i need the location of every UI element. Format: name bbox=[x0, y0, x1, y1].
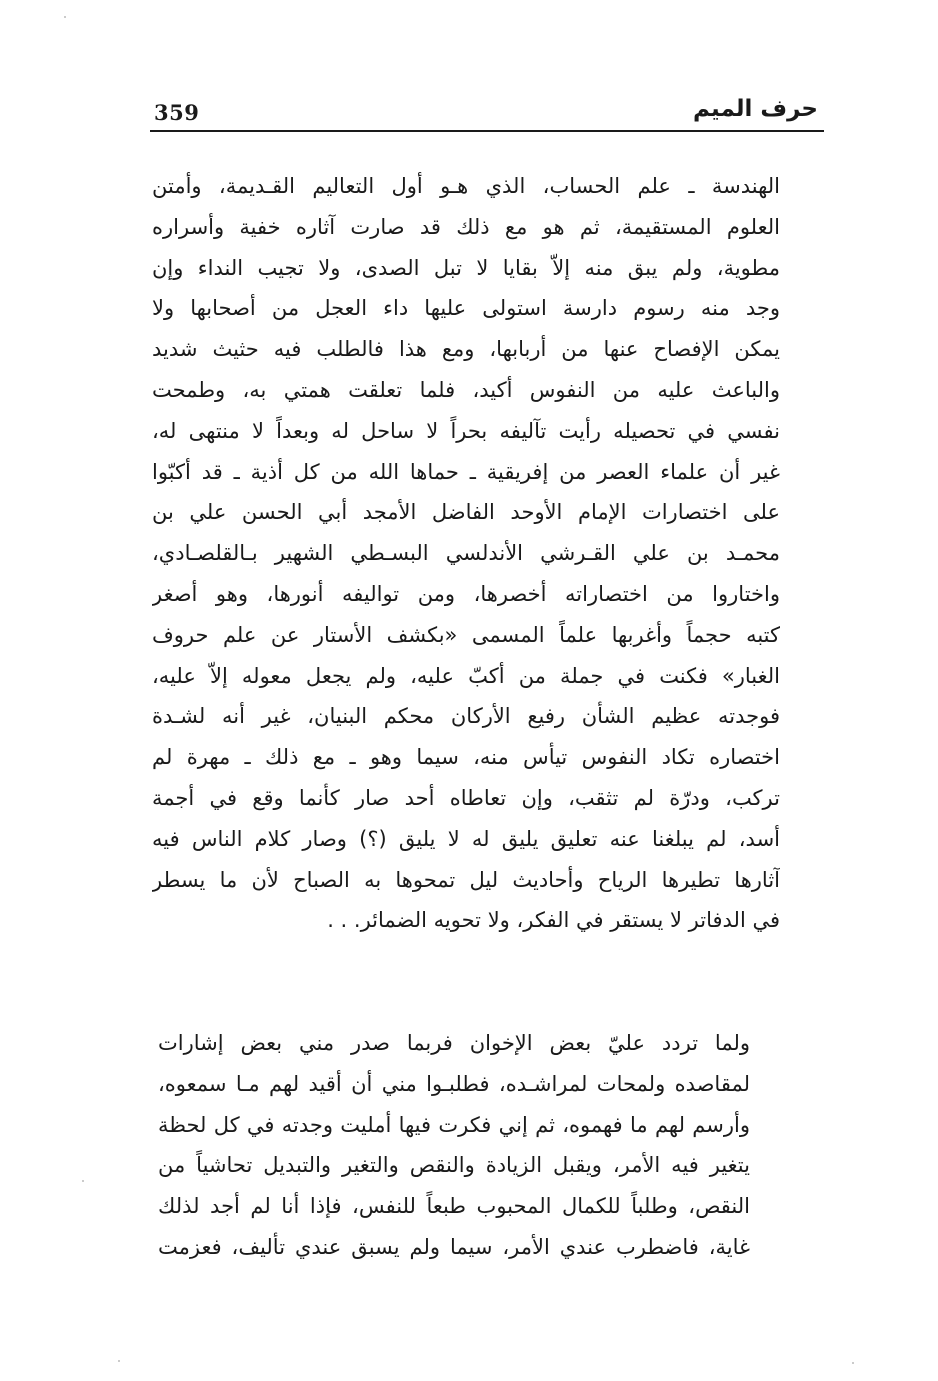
running-header bbox=[150, 96, 820, 130]
paragraph-2 bbox=[158, 1023, 784, 1268]
text-line: فوجدته عظيم الشأن رفيع الأركان محكم البنيان، غير أنه لشـدة bbox=[152, 704, 780, 729]
text-line: يتغير فيه الأمر، ويقبل الزيادة والنقص والتغير والتبديل تحاشياً من bbox=[158, 1153, 750, 1178]
text-line: اختصاره تكاد النفوس تيأس منه، سيما وهو ـ مع ذلك ـ مهرة لم bbox=[152, 745, 780, 770]
text-line: أسد، لم يبلغنا عنه تعليق يليق له لا يليق (؟) وصار كلام الناس فيه bbox=[152, 826, 780, 851]
text-line: على اختصارات الإمام الأوحد الفاضل الأمجد أبي الحسن علي بن bbox=[152, 500, 780, 525]
text-line: النقص، وطلباً للكمال المحبوب طبعاً للنفس، فإذا أنا لم أجد لذلك bbox=[158, 1194, 750, 1219]
scan-speck bbox=[64, 16, 66, 18]
text-line: مطوية، ولم يبق منه إلاّ بقايا لا تبل الصدى، ولا تجيب النداء وإن bbox=[152, 255, 780, 280]
scan-speck bbox=[852, 1362, 854, 1364]
text-line: غاية، فاضطرب عندي الأمر، سيما ولم يسبق عندي تأليف، فعزمت bbox=[158, 1234, 750, 1259]
text-line: الغبار» فكنت في جملة من أكبّ عليه، ولم يجعل معوله إلاّ عليه، bbox=[152, 663, 780, 688]
text-line: وأرسم لهم ما فهموه، ثم إني فكرت فيها أمليت وجدته في كل لحظة bbox=[158, 1112, 750, 1137]
scan-speck bbox=[118, 1360, 120, 1362]
text-line: يمكن الإفصاح عنها من أربابها، ومع هذا فالطلب فيه حثيث شديد bbox=[152, 337, 780, 362]
page-number: 359 bbox=[154, 100, 200, 125]
chapter-title: حرف الميم bbox=[693, 96, 818, 122]
scan-speck bbox=[82, 1180, 84, 1182]
header-rule bbox=[150, 130, 824, 132]
paragraph-1 bbox=[152, 166, 780, 941]
text-line: آثارها تطيرها الرياح وأحاديث ليل تمحوها به الصباح لأن ما يسطر bbox=[152, 867, 780, 892]
text-line: الهندسة ـ علم الحساب، الذي هـو أول التعاليم القـديمة، وأمتن bbox=[152, 174, 780, 198]
text-line: محمـد بن علي القـرشي الأندلسي البسـطي الشهير بـالقلصـادي، bbox=[152, 541, 780, 566]
text-line: تركب، ودرّة لم تثقب، وإن تعاطاه أحد صار كأنما وقع في أجمة bbox=[152, 785, 780, 810]
text-line: كتبه حجماً وأغربها علماً المسمى «بكشف الأستار عن علم حروف bbox=[152, 622, 780, 647]
text-line: نفسي في تحصيله رأيت تآليفه بحراً لا ساحل له وبعداً لا منتهى له، bbox=[152, 418, 780, 443]
text-line: العلوم المستقيمة، ثم هو مع ذلك قد صارت آثاره خفية وأسراره bbox=[152, 214, 780, 239]
text-line: واختاروا من اختصاراته أخصرها، ومن تواليفه أنورها، وهو أصغر bbox=[152, 581, 780, 606]
text-line: في الدفاتر لا يستقر في الفكر، ولا تحويه الضمائر. . . bbox=[327, 908, 780, 933]
text-line: ولما تردد عليّ بعض الإخوان فربما صدر مني بعض إشارات bbox=[158, 1031, 750, 1055]
text-line: وجد منه رسوم دارسة استولى عليها داء العجل من أصحابها ولا bbox=[152, 296, 780, 321]
text-line: والباعث عليه من النفوس أكيد، فلما تعلقت همتي به، وطمحت bbox=[152, 377, 780, 402]
text-line: لمقاصده ولمحات لمراشـده، فطلبـوا مني أن أقيد لهم مـا سمعوه، bbox=[158, 1071, 750, 1096]
text-line: غير أن علماء العصر من إفريقية ـ حماها الله من كل أذية ـ قد أكبّوا bbox=[152, 459, 780, 484]
